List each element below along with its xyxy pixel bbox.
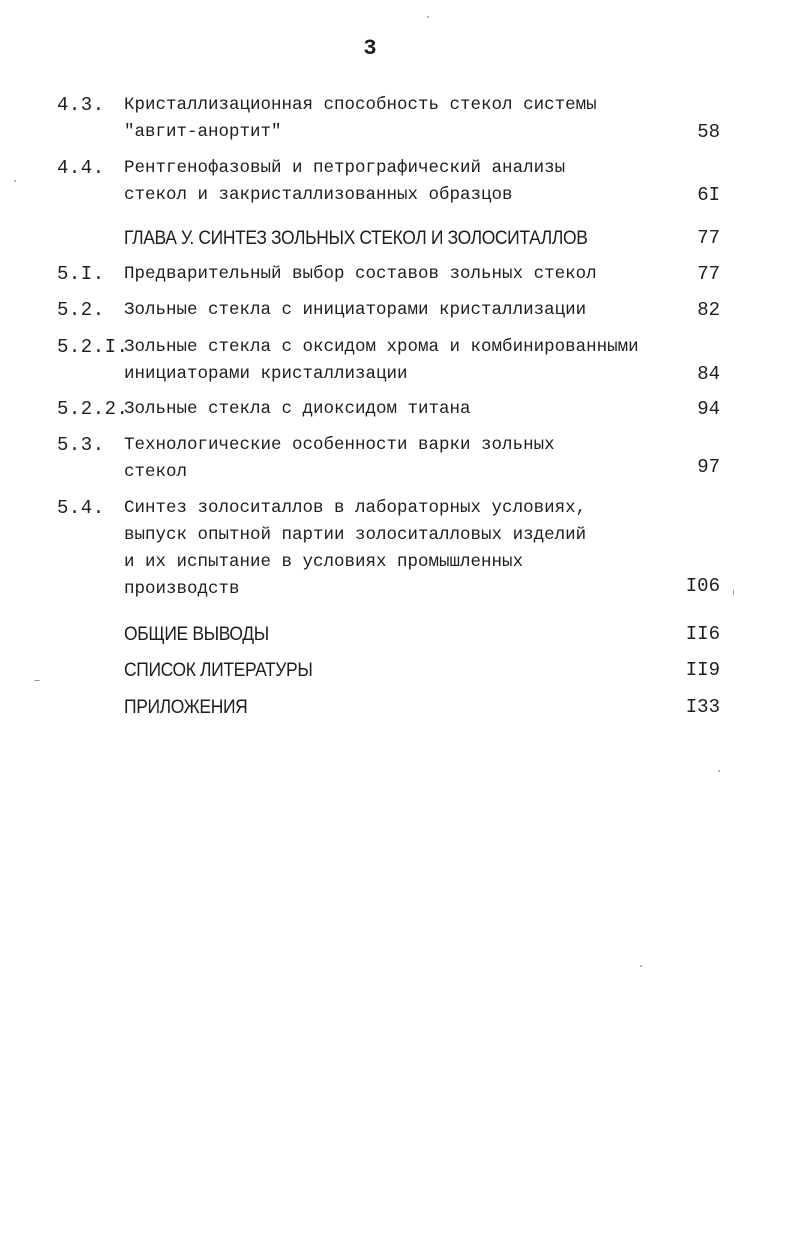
page-ref: 94	[697, 398, 720, 420]
section-title: Технологические особенности варки зольных стекол	[124, 435, 555, 482]
section-title: СПИСОК ЛИТЕРАТУРЫ	[124, 660, 313, 681]
scan-speck	[718, 770, 720, 772]
section-number: 4.4.	[57, 157, 105, 179]
page-number: 3	[363, 36, 377, 61]
page-ref: 82	[697, 299, 720, 321]
page-ref: II9	[685, 659, 720, 681]
section-number: 5.2.2.	[57, 398, 129, 420]
section-title: Рентгенофазовый и петрографический анализы стекол и закристаллизованных образцов	[124, 158, 566, 205]
section-number: 4.3.	[57, 94, 105, 116]
section-title: ОБЩИЕ ВЫВОДЫ	[124, 624, 269, 645]
page-ref: 6I	[697, 184, 720, 206]
scan-speck	[34, 680, 40, 681]
scan-speck	[14, 180, 16, 182]
section-title: Зольные стекла с инициаторами кристаллизации	[124, 300, 587, 320]
scan-speck	[427, 16, 429, 18]
section-number: 5.I.	[57, 263, 105, 285]
page-ref: 58	[697, 121, 720, 143]
section-title: ПРИЛОЖЕНИЯ	[124, 697, 248, 718]
section-title: Предварительный выбор составов зольных стекол	[124, 264, 597, 284]
section-number: 5.4.	[57, 497, 105, 519]
page-ref: I33	[685, 696, 720, 718]
chapter-title: ГЛАВА У. СИНТЕЗ ЗОЛЬНЫХ СТЕКОЛ И ЗОЛОСИТАЛЛОВ	[124, 228, 588, 249]
page-ref: II6	[685, 623, 720, 645]
scan-speck	[640, 965, 642, 967]
section-title: Синтез золоситаллов в лабораторных условиях, выпуск опытной партии золоситалловых изделий и их испытание в условиях промышленных производств	[124, 498, 587, 599]
section-title: Зольные стекла с диоксидом титана	[124, 399, 471, 419]
section-title: Кристаллизационная способность стекол системы "авгит-анортит"	[124, 95, 597, 142]
section-number: 5.3.	[57, 434, 105, 456]
page-ref: I06	[685, 575, 720, 597]
section-number: 5.2.I.	[57, 336, 129, 358]
section-title: Зольные стекла с оксидом хрома и комбинированными инициаторами кристаллизации	[124, 337, 639, 384]
scan-speck	[733, 590, 734, 595]
page-ref: 97	[697, 456, 720, 478]
section-number: 5.2.	[57, 299, 105, 321]
page-ref: 77	[697, 263, 720, 285]
page-ref: 84	[697, 363, 720, 385]
page-ref: 77	[697, 227, 720, 249]
